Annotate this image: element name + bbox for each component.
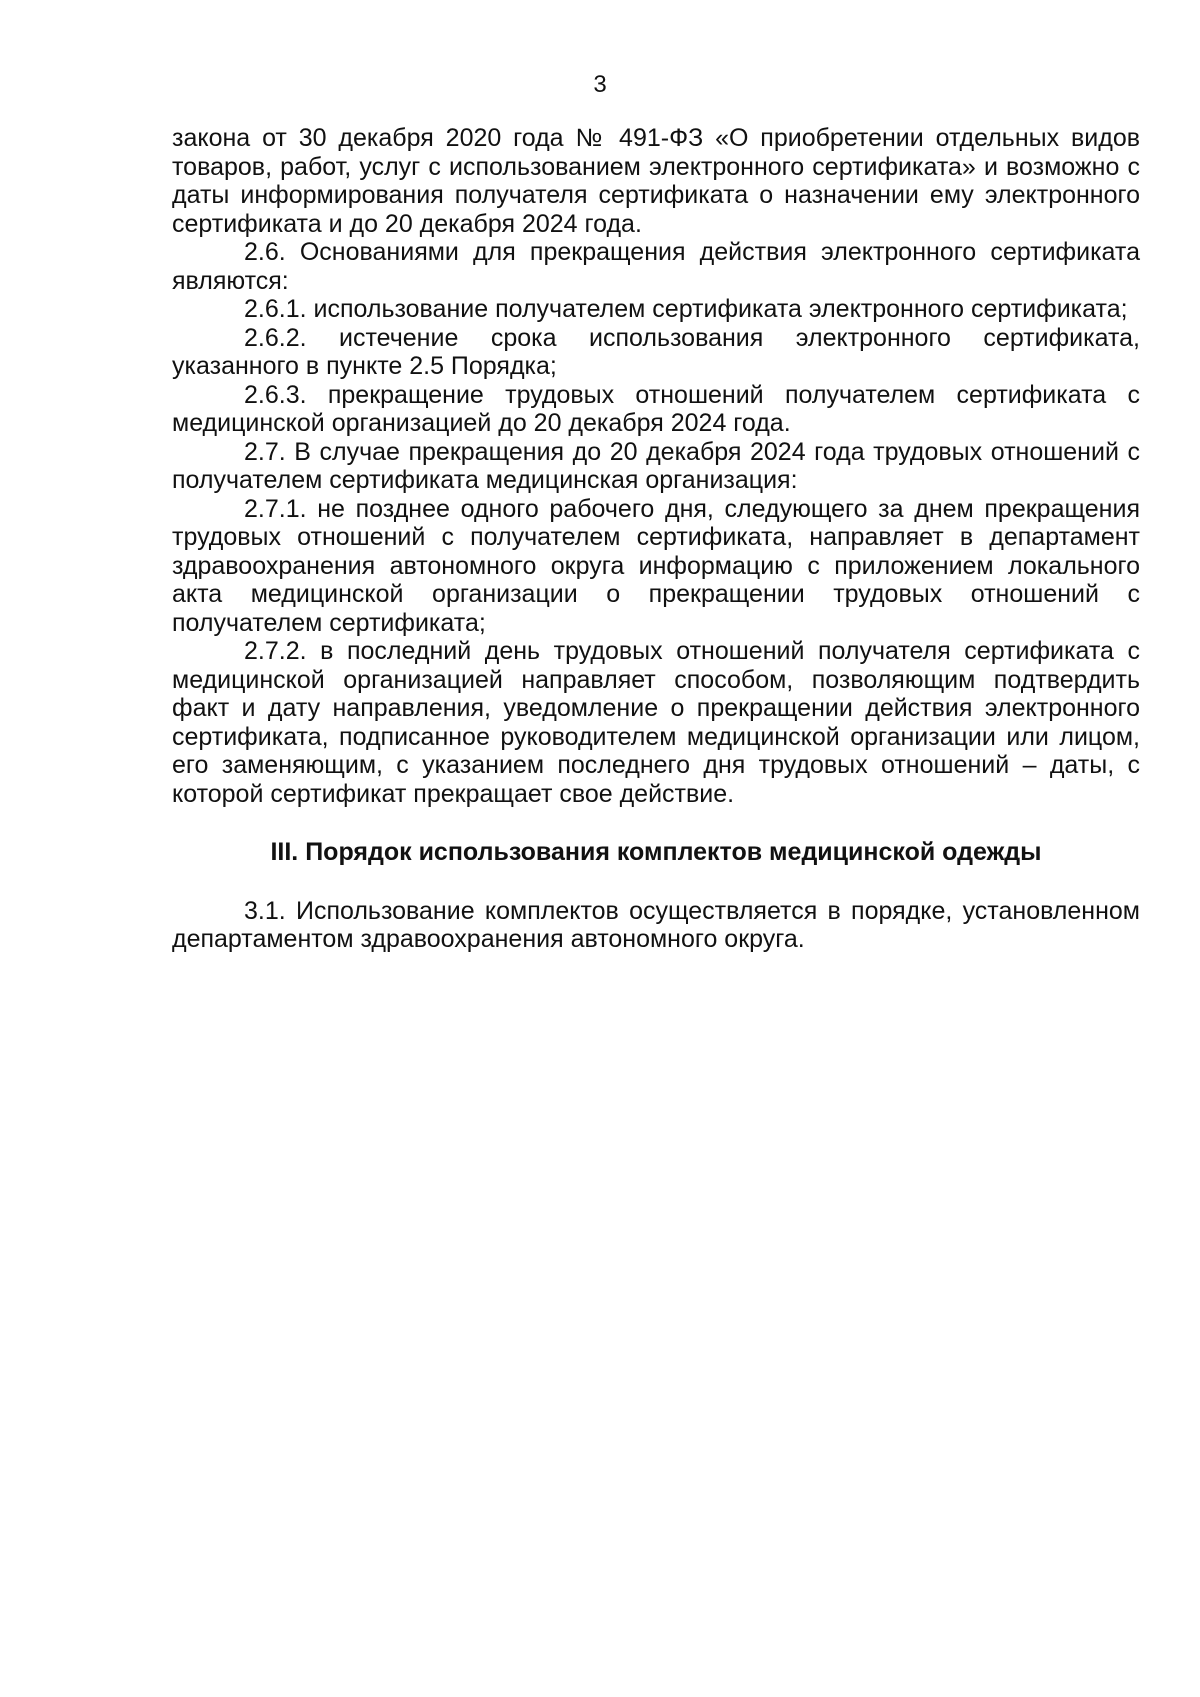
paragraph-2-6-1: 2.6.1. использование получателем сертификата электронного сертификата; — [244, 295, 1128, 323]
page-number: 3 — [593, 71, 607, 98]
paragraph-intro: закона от 30 декабря 2020 года № 491-ФЗ «О приобретении отдельных видов товаров, работ, услуг с использованием электронного сертификата» и возможно с даты информирования получателя сертификата о назначении ему электронного сертификата и до 20 декабря 2024 года. — [172, 124, 1140, 238]
paragraph-2-7: 2.7. В случае прекращения до 20 декабря 2024 года трудовых отношений с получателем сертификата медицинская организация: — [172, 437, 1140, 494]
paragraph-2-6: 2.6. Основаниями для прекращения действия электронного сертификата являются: — [172, 238, 1140, 295]
paragraph-2-7-2: 2.7.2. в последний день трудовых отношений получателя сертификата с медицинской организацией направляет способом, позволяющим подтвердить факт и дату направления, уведомление о прекращении действия электронного сертификата, подписанное руководителем медицинской организации или лицом, его заменяющим, с указанием последнего дня трудовых отношений – даты, с которой сертификат прекращает свое действие. — [172, 637, 1140, 808]
section-heading: III. Порядок использования комплектов медицинской одежды — [270, 838, 1042, 866]
paragraph-2-7-1: 2.7.1. не позднее одного рабочего дня, следующего за днем прекращения трудовых отношений с получателем сертификата, направляет в департамент здравоохранения автономного округа информацию с приложением локального акта медицинской организации о прекращении трудовых отношений с получателем сертификата; — [172, 494, 1140, 637]
paragraph-2-6-2: 2.6.2. истечение срока использования электронного сертификата, указанного в пункте 2.5 Порядка; — [172, 323, 1140, 380]
document-body — [172, 124, 1140, 954]
paragraph-3-1: 3.1. Использование комплектов осуществляется в порядке, установленном департаментом здравоохранения автономного округа. — [172, 896, 1140, 953]
paragraph-2-6-3: 2.6.3. прекращение трудовых отношений получателем сертификата с медицинской организацией до 20 декабря 2024 года. — [172, 380, 1140, 437]
